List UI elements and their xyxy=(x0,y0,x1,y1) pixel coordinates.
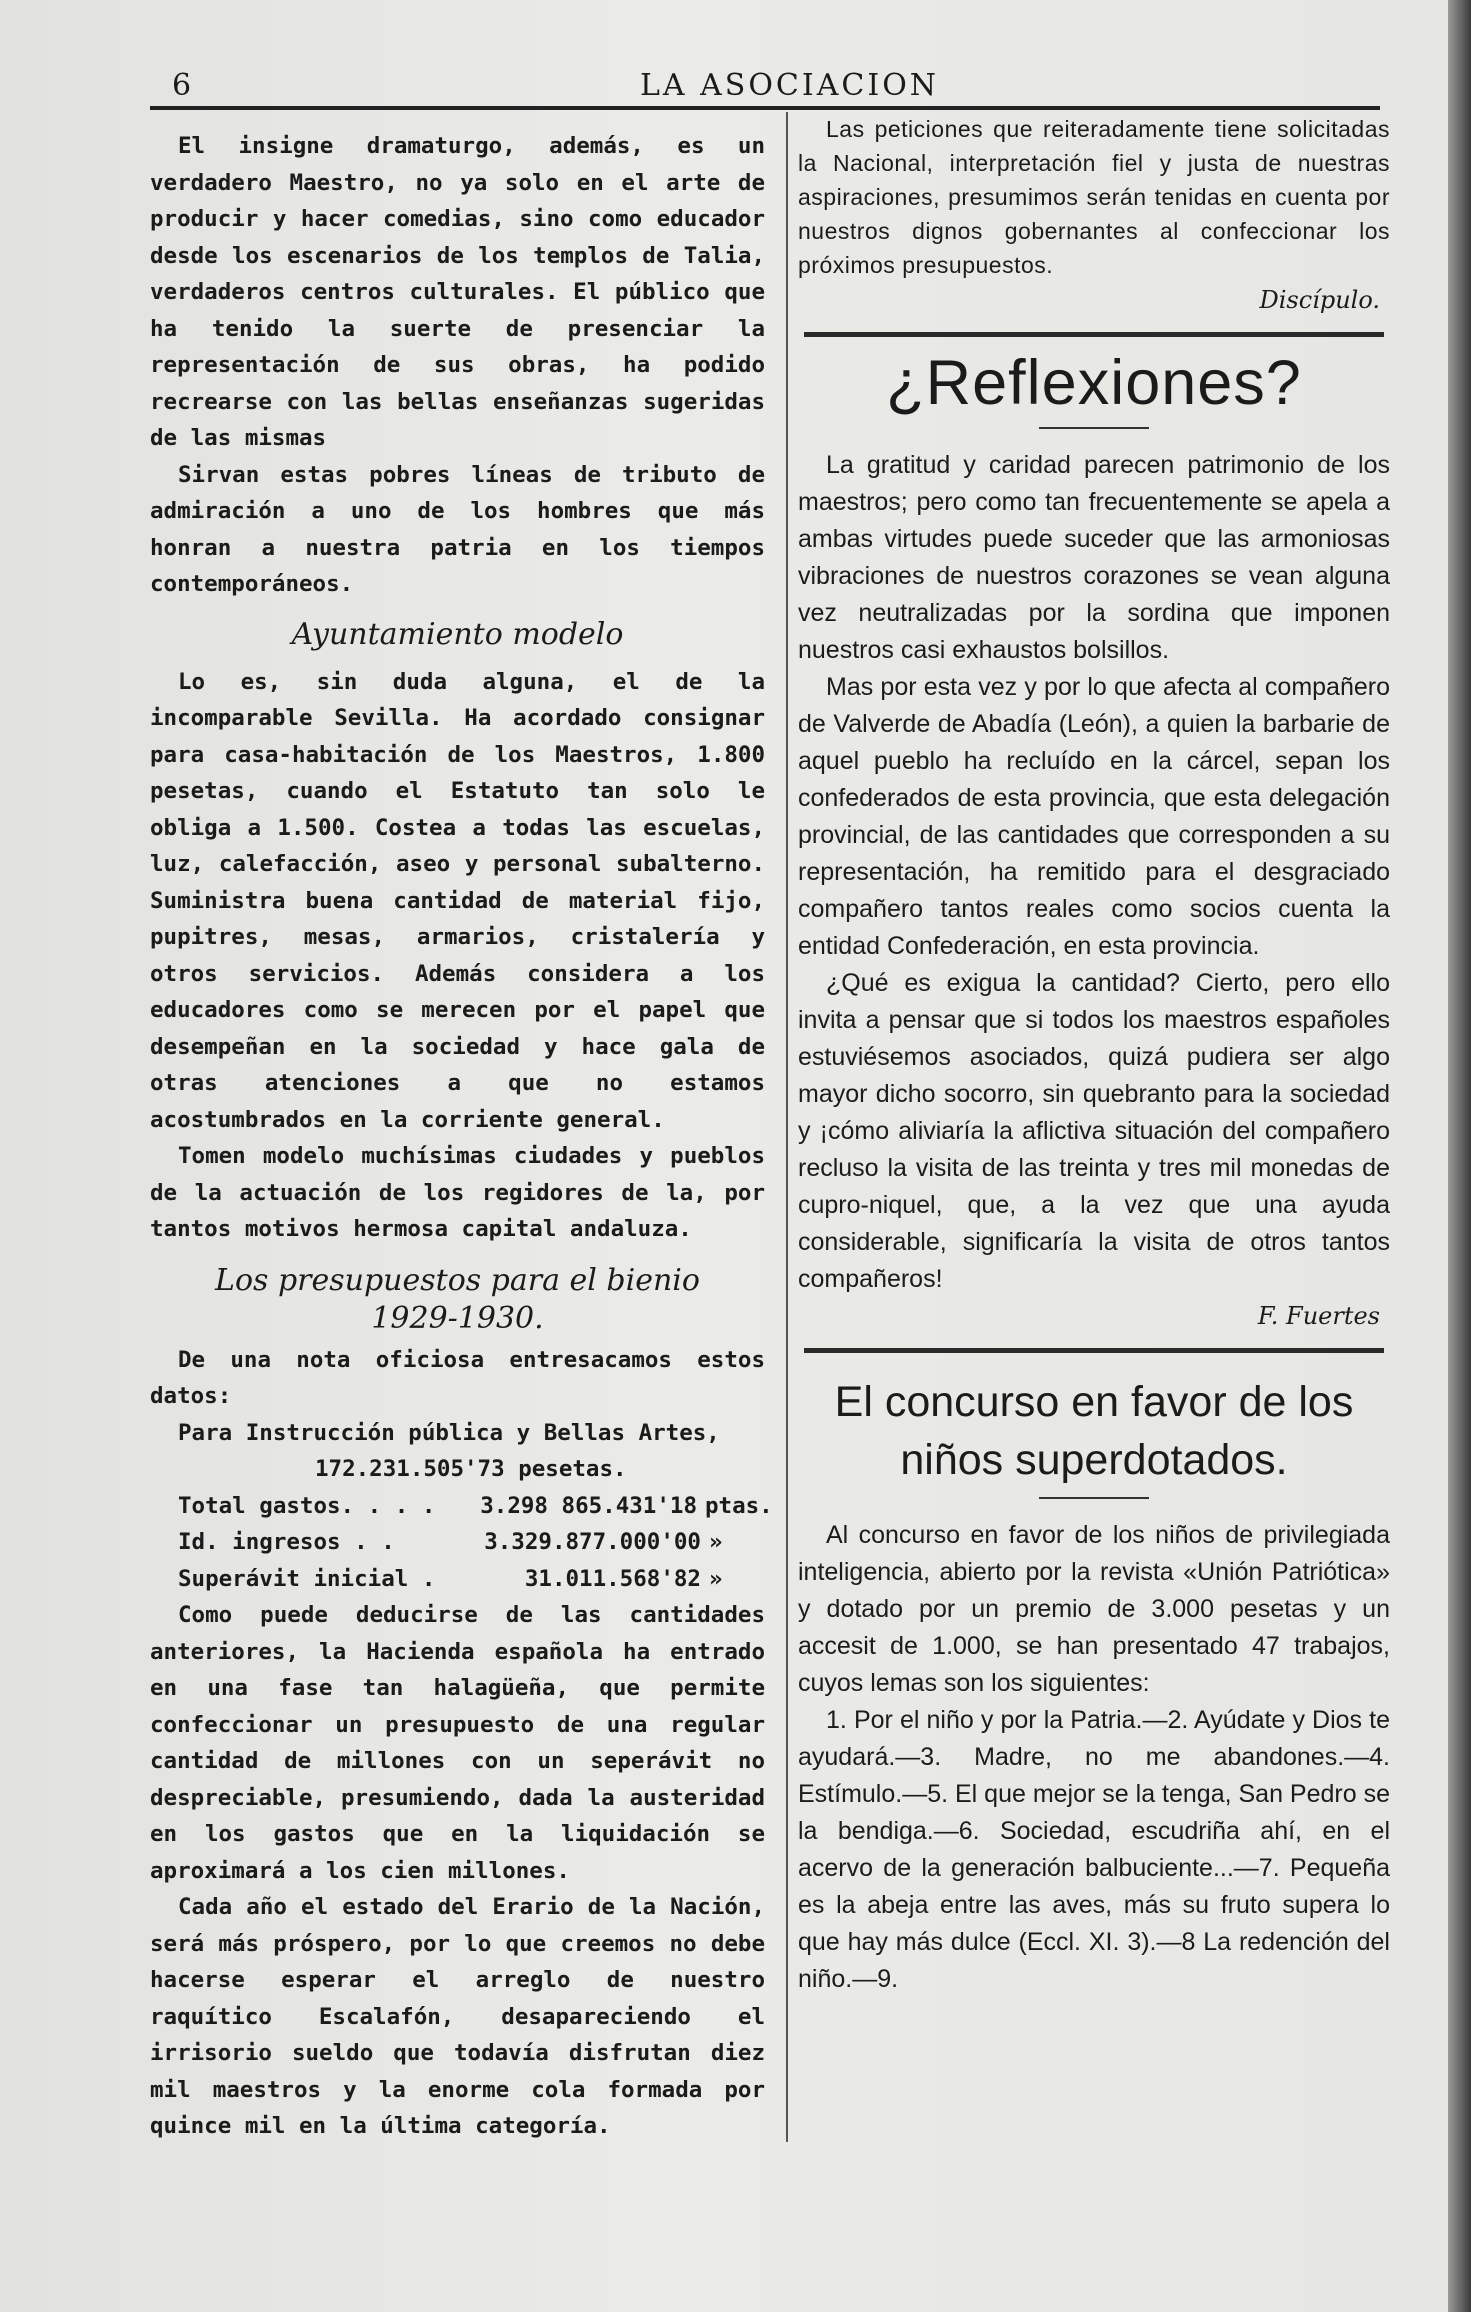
concurso-title-line-1: El concurso en favor de los xyxy=(834,1378,1354,1426)
presupuestos-title-line-1: Los presupuestos para el bienio xyxy=(215,1262,700,1298)
budget-row xyxy=(150,1488,773,1525)
budget-paragraph-2: Cada año el estado del Erario de la Nación, será más próspero, por lo que creemos no debe hacerse esperar el arreglo de nuestro raquítico Escalafón, desapareciendo el irrisorio sueldo que todavía disfrutan diez mil maestros y la enorme cola formada por quince mil en la última categoría. xyxy=(150,1894,765,2139)
page-header xyxy=(150,60,1380,110)
budget-row-unit: » xyxy=(708,1565,723,1592)
signature-fuertes: F. Fuertes xyxy=(1257,1302,1380,1330)
reflexiones-paragraph-1: La gratitud y caridad parecen patrimonio de los maestros; pero como tan frecuentemente se apela a ambas virtudes puede suceder que las armoniosas vibraciones de nuestros corazones se vean alguna vez neutralizadas por la sordina que imponen nuestros casi exhaustos bolsillos. xyxy=(798,451,1390,664)
budget-row-value: 3.329.877.000'00 xyxy=(484,1529,701,1555)
section-rule xyxy=(804,332,1384,337)
title-underline xyxy=(1039,427,1149,429)
budget-row-unit: » xyxy=(708,1529,723,1555)
budget-row-value: 31.011.568'82 xyxy=(524,1565,701,1592)
budget-row-label: Total gastos. . . . xyxy=(178,1492,436,1519)
budget-section xyxy=(150,1342,773,2145)
reflexiones-section xyxy=(798,447,1390,1298)
ayuntamiento-paragraph-1: Lo es, sin duda alguna, el de la incomparable Sevilla. Ha acordado consignar para casa-habitación de los Maestros, 1.800 pesetas, cuando el Estatuto tan solo le obliga a 1.500. Costea a todas las escuelas, luz, calefacción, aseo y personal subalterno. Suministra buena cantidad de material fijo, pupitres, mesas, armarios, cristalería y otros servicios. Además considera a los educadores como se merecen por el papel que desempeñan en la sociedad y hace gala de otras atenciones a que no estamos acostumbrados en la corriente general. xyxy=(150,668,765,1133)
budget-row-value: 3.298 865.431'18 xyxy=(480,1492,697,1519)
ayuntamiento-paragraph-2: Tomen modelo muchísimas ciudades y pueblos de la actuación de los regidores de la, por tantos motivos hermosa capital andaluza. xyxy=(150,1143,765,1242)
concurso-title-line-2: niños superdotados. xyxy=(900,1436,1288,1484)
intro-paragraph-1: El insigne dramaturgo, además, es un verdadero Maestro, no ya solo en el arte de producir y hacer comedias, sino como educador desde los escenarios de los templos de Talia, verdaderos centros culturales. El público que ha tenido la suerte de presenciar la representación de sus obras, ha podido recrearse con las bellas enseñanzas sugeridas de las mismas xyxy=(150,133,765,451)
ayuntamiento-section xyxy=(150,664,765,1248)
budget-row xyxy=(150,1524,765,1561)
concurso-title xyxy=(798,1373,1390,1489)
continuation-paragraph: Las peticiones que reiteradamente tiene solicitadas la Nacional, interpretación fiel y justa de nuestras aspiraciones, presumimos serán tenidas en cuenta por nuestros dignos gobernantes al confeccionar los próximos presupuestos. xyxy=(798,116,1390,278)
concurso-section xyxy=(798,1517,1390,1998)
concurso-paragraph-2: 1. Por el niño y por la Patria.—2. Ayúdate y Dios te ayudará.—3. Madre, no me abandones.—4. Estímulo.—5. El que mejor se la tenga, San Pedro se la bendiga.—6. Sociedad, escudriña ahí, en el acervo de la generación balbuciente...—7. Pequeña es la abeja entre las aves, más su fruto supera lo que hay más dulce (Eccl. XI. 3).—8 La redención del niño.—9. xyxy=(798,1706,1390,1993)
instruction-label: Para Instrucción pública y Bellas Artes, xyxy=(178,1419,720,1446)
continuation-section xyxy=(798,112,1390,282)
concurso-paragraph-1: Al concurso en favor de los niños de privilegiada inteligencia, abierto por la revista «Unión Patriótica» y dotado por un premio de 3.000 pesetas y un accesit de 1.000, se han presentado 47 trabajos, cuyos lemas son los siguientes: xyxy=(798,1521,1390,1697)
reflexiones-paragraph-3: ¿Qué es exigua la cantidad? Cierto, pero ello invita a pensar que si todos los maestros españoles estuviésemos asociados, quizá pudiera ser algo mayor dicho socorro, sin quebranto para la sociedad y ¡cómo aliviaría la aflictiva situación del compañero recluso la visita de las treinta y tres mil monedas de cupro-niquel, que, a la vez que una ayuda considerable, significaría la visita de otros tantos compañeros! xyxy=(798,969,1390,1293)
intro-paragraph-2: Sirvan estas pobres líneas de tributo de admiración a uno de los hombres que más honran a nuestra patria en los tiempos contemporáneos. xyxy=(150,461,765,597)
reflexiones-paragraph-2: Mas por esta vez y por lo que afecta al compañero de Valverde de Abadía (León), a quien la barbarie de aquel pueblo ha recluído en la cárcel, sepan los confederados de esta provincia, que esta delegación provincial, de las cantidades que corresponden a su representación, ha remitido para el desgraciado compañero tantos reales como socios cuenta la entidad Confederación, en esta provincia. xyxy=(798,673,1390,960)
header-rule xyxy=(150,106,1380,110)
budget-row-unit: ptas. xyxy=(705,1492,773,1519)
presupuestos-title-line-2: 1929-1930. xyxy=(371,1300,544,1336)
reflexiones-title: ¿Reflexiones? xyxy=(886,348,1302,418)
budget-row xyxy=(150,1561,765,1598)
right-column xyxy=(798,112,1390,2152)
page-number: 6 xyxy=(172,68,192,103)
budget-intro: De una nota oficiosa entresacamos estos datos: xyxy=(150,1346,765,1409)
signature-discipulo: Discípulo. xyxy=(1259,286,1380,314)
budget-paragraph-1: Como puede deducirse de las cantidades anteriores, la Hacienda española ha entrado en una fase tan halagüeña, que permite confeccionar un presupuesto de una regular cantidad de millones con un seperávit no despreciable, presumiendo, dada la austeridad en los gastos que en la liquidación se aproximará a los cien millones. xyxy=(150,1602,765,1884)
budget-row-label: Id. ingresos . . xyxy=(178,1529,395,1555)
column-divider xyxy=(786,112,788,2142)
instruction-amount: 172.231.505'73 pesetas. xyxy=(315,1456,627,1482)
title-underline xyxy=(1039,1497,1149,1499)
left-column xyxy=(150,128,773,2139)
budget-row-label: Superávit inicial . xyxy=(178,1565,436,1592)
running-head: LA ASOCIACION xyxy=(640,68,940,103)
intro-section xyxy=(150,128,765,603)
section-title-ayuntamiento: Ayuntamiento modelo xyxy=(291,616,624,652)
page-edge-shadow xyxy=(1448,0,1471,2312)
section-title-presupuestos xyxy=(150,1262,765,1338)
section-rule xyxy=(804,1348,1384,1353)
